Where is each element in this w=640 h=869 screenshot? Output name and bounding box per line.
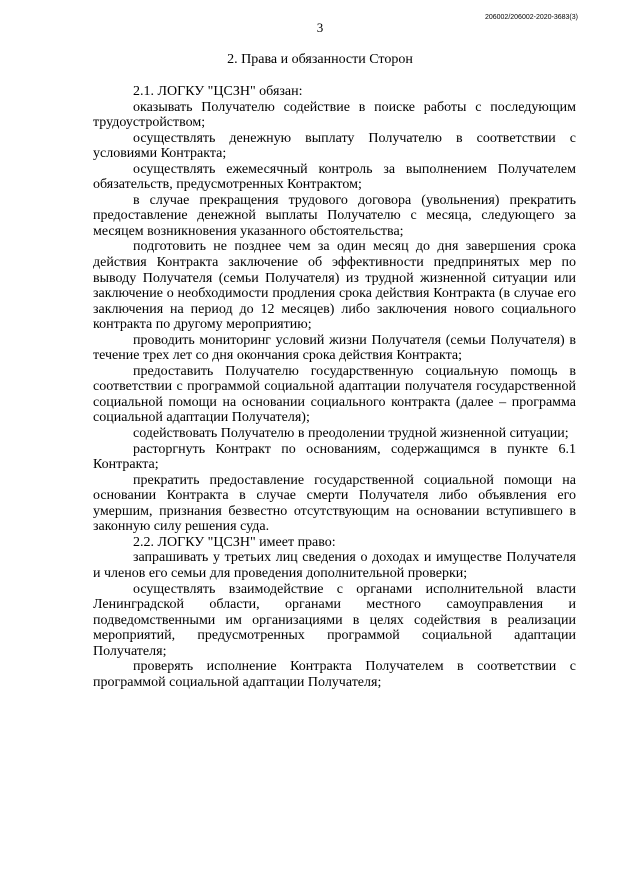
clause-paragraph: осуществлять взаимодействие с органами исполнительной власти Ленинградской области, органами местного самоуправления и подведомственными им организациями в целях содействия в реализации мероприятий, предусмотренных программой социальной адаптации Получателя; (93, 581, 576, 659)
clause-paragraph: запрашивать у третьих лиц сведения о доходах и имуществе Получателя и членов его семьи для проведения дополнительной проверки; (93, 550, 576, 581)
clause-paragraph: проверять исполнение Контракта Получателем в соответствии с программой социальной адаптации Получателя; (93, 659, 576, 690)
clause-paragraph: предоставить Получателю государственную социальную помощь в соответствии с программой социальной адаптации получателя государственной социальной помощи на основании социального контракта (далее – программа социальной адаптации Получателя); (93, 363, 576, 426)
clause-2-2-heading: 2.2. ЛОГКУ "ЦСЗН" имеет право: (133, 534, 336, 550)
clause-paragraph: осуществлять денежную выплату Получателю в соответствии с условиями Контракта; (93, 130, 576, 162)
clause-paragraph: содействовать Получателю в преодолении трудной жизненной ситуации; (133, 426, 569, 442)
document-body (93, 84, 576, 690)
section-title: 2. Права и обязанности Сторон (227, 52, 413, 67)
document-code: 206002/206002-2020-3683(3) (484, 14, 578, 21)
clause-paragraph: проводить мониторинг условий жизни Получателя (семьи Получателя) в течение трех лет со дня окончания срока действия Контракта; (93, 332, 576, 364)
clause-paragraph: подготовить не позднее чем за один месяц до дня завершения срока действия Контракта заключение об эффективности предпринятых мер по выводу Получателя (семьи Получателя) из трудной жизненной ситуации или заключение о необходимости продления срока действия Контракта (в случае его заключения на период до 12 месяцев) либо заключения нового социального контракта по другому мероприятию; (93, 239, 576, 333)
clause-2-1-heading: 2.1. ЛОГКУ "ЦСЗН" обязан: (133, 84, 303, 99)
page-number: 3 (316, 20, 324, 35)
clause-paragraph: оказывать Получателю содействие в поиске работы с последующим трудоустройством; (93, 99, 576, 131)
clause-paragraph: прекратить предоставление государственной социальной помощи на основании Контракта в случае смерти Получателя либо объявления его умершим, признания безвестно отсутствующим на основании вступившего в законную силу решения суда. (93, 472, 576, 535)
clause-paragraph: расторгнуть Контракт по основаниям, содержащимся в пункте 6.1 Контракта; (93, 441, 576, 473)
clause-paragraph: в случае прекращения трудового договора (увольнения) прекратить предоставление денежной выплаты Получателю с месяца, следующего за месяцем возникновения указанного обстоятельства; (93, 192, 576, 239)
clause-paragraph: осуществлять ежемесячный контроль за выполнением Получателем обязательств, предусмотренных Контрактом; (93, 161, 576, 193)
